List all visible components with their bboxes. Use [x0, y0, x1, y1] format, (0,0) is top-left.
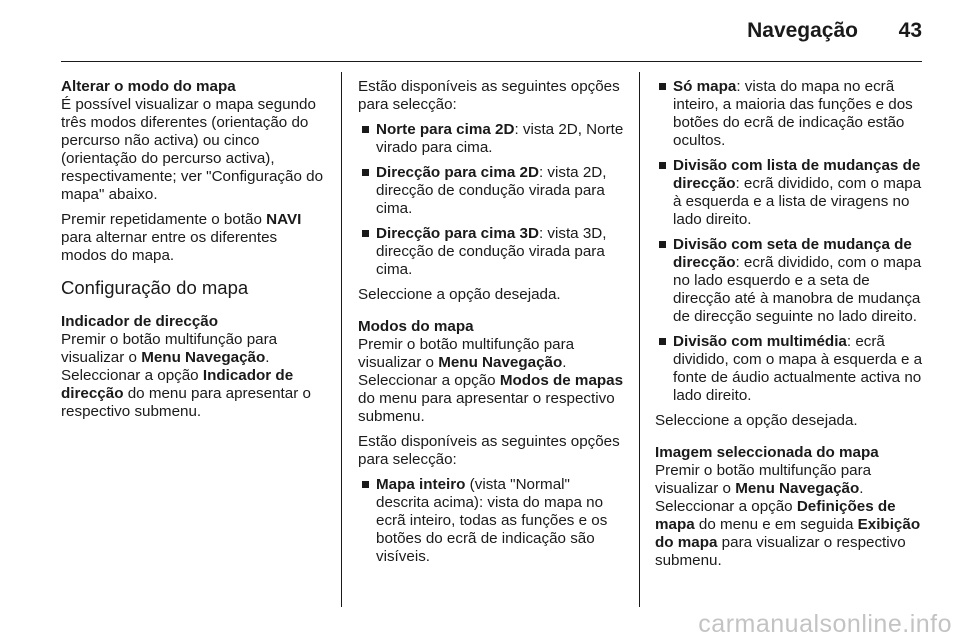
bullet-square-icon — [362, 230, 369, 237]
bullet-item: Direcção para cima 2D: vista 2D, direcção de condução virada para cima. — [358, 164, 626, 218]
paragraph: Premir o botão multifunção para visualizar o Menu Navegação. Seleccionar a opção Modos de mapas do menu para apresentar o respectivo submenu. — [358, 336, 624, 425]
subheading-map-mode: Alterar o modo do mapa — [61, 78, 236, 95]
bullet-square-icon — [362, 169, 369, 176]
paragraph: Seleccione a opção desejada. — [358, 286, 561, 303]
bullet-square-icon — [659, 83, 666, 90]
paragraph: Premir o botão multifunção para visualizar o Menu Navegação. Seleccionar a opção Definições de mapa do menu e em seguida Exibição do mapa para visualizar o respectivo submenu. — [655, 462, 921, 569]
paragraph: Estão disponíveis as seguintes opções para selecção: — [358, 433, 620, 468]
paragraph: Seleccione a opção desejada. — [655, 412, 858, 429]
bullet-item: Norte para cima 2D: vista 2D, Norte virado para cima. — [358, 121, 626, 157]
bullet-square-icon — [659, 162, 666, 169]
column-middle — [358, 78, 626, 573]
bullet-item: Mapa inteiro (vista "Normal" descrita acima): vista do mapa no ecrã inteiro, todas as funções e os botões do ecrã de indicação são visíveis. — [358, 476, 626, 566]
watermark: carmanualsonline.info — [698, 610, 952, 638]
paragraph: É possível visualizar o mapa segundo três modos diferentes (orientação do percurso não activa) ou cinco (orientação do percurso activa), respectivamente; ver "Configuração do mapa" abaixo. — [61, 96, 324, 203]
column-left — [61, 78, 325, 428]
bullet-item: Só mapa: vista do mapa no ecrã inteiro, a maioria das funções e dos botões do ecrã de indicação estão ocultos. — [655, 78, 927, 150]
bullet-square-icon — [362, 126, 369, 133]
subheading-map-modes: Modos do mapa — [358, 318, 474, 335]
paragraph: Premir o botão multifunção para visualizar o Menu Navegação. Seleccionar a opção Indicador de direcção do menu para apresentar o respectivo submenu. — [61, 331, 311, 420]
page-number: 43 — [898, 19, 922, 42]
subheading-selected-map-image: Imagem seleccionada do mapa — [655, 444, 879, 461]
bullet-item: Divisão com lista de mudanças de direcção: ecrã dividido, com o mapa à esquerda e a lista de viragens no lado direito. — [655, 157, 927, 229]
bullet-square-icon — [659, 241, 666, 248]
bullet-item: Direcção para cima 3D: vista 3D, direcção de condução virada para cima. — [358, 225, 626, 279]
column-divider — [341, 72, 342, 607]
bullet-item: Divisão com seta de mudança de direcção: ecrã dividido, com o mapa no lado esquerdo e a seta de direcção até à manobra de mudança de direcção seguinte no lado direito. — [655, 236, 927, 326]
header-divider — [61, 61, 922, 62]
bullet-item: Divisão com multimédia: ecrã dividido, com o mapa à esquerda e a fonte de áudio actualmente activa no lado direito. — [655, 333, 927, 405]
paragraph: Estão disponíveis as seguintes opções para selecção: — [358, 78, 620, 113]
column-right — [655, 78, 927, 577]
subheading-direction-indicator: Indicador de direcção — [61, 313, 218, 330]
section-heading: Configuração do mapa — [61, 277, 249, 298]
bullet-square-icon — [362, 481, 369, 488]
page-header-title: Navegação — [747, 19, 858, 42]
bullet-square-icon — [659, 338, 666, 345]
column-divider — [639, 72, 640, 607]
paragraph: Premir repetidamente o botão NAVI para alternar entre os diferentes modos do mapa. — [61, 211, 302, 264]
